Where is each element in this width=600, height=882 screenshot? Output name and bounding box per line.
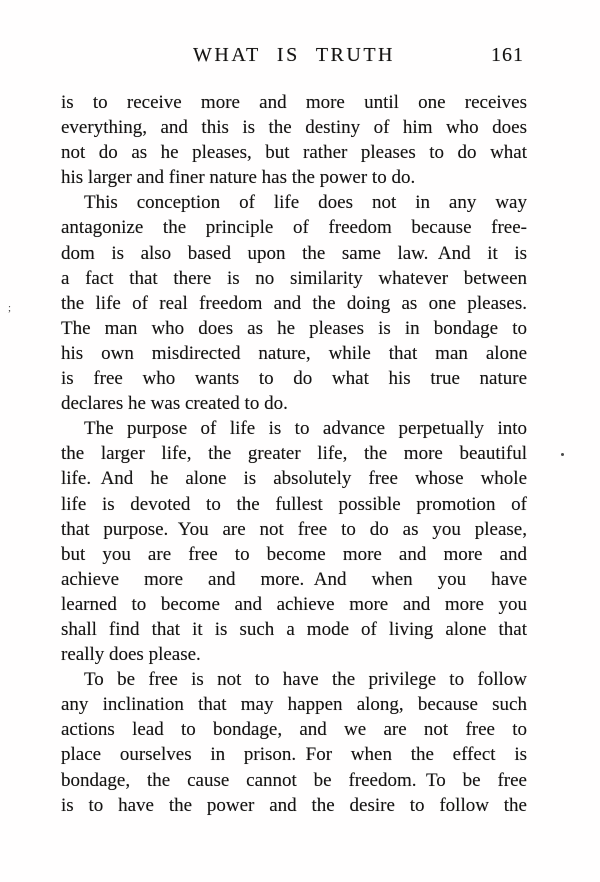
- text-block: [61, 90, 527, 818]
- text-line: his larger and finer nature has the power to do.: [61, 167, 416, 189]
- scan-margin-mark: ;: [8, 302, 12, 314]
- text-line: the larger life, the greater life, the more beautiful: [61, 443, 527, 465]
- text-line: learned to become and achieve more and more you: [61, 593, 527, 615]
- text-line: antagonize the principle of freedom because free-: [61, 217, 527, 239]
- text-line: a fact that there is no similarity whatever between: [61, 267, 527, 289]
- scan-ink-speck: [561, 453, 564, 456]
- text-line: To be free is not to have the privilege to follow: [84, 669, 527, 691]
- page-title: WHAT IS TRUTH: [193, 44, 395, 66]
- text-line: life. And he alone is absolutely free whose whole: [61, 468, 527, 490]
- page-number: 161: [491, 44, 524, 66]
- text-line: the life of real freedom and the doing as one pleases.: [61, 292, 527, 314]
- text-line: shall find that it is such a mode of living alone that: [61, 618, 527, 640]
- text-line: his own misdirected nature, while that man alone: [61, 342, 527, 364]
- text-line: The man who does as he pleases is in bondage to: [61, 317, 527, 339]
- text-line: is to have the power and the desire to follow the: [61, 794, 527, 816]
- text-line: really does please.: [61, 644, 201, 666]
- text-line: actions lead to bondage, and we are not free to: [61, 719, 527, 741]
- text-line: bondage, the cause cannot be freedom. To be free: [61, 769, 527, 791]
- text-line: not do as he pleases, but rather pleases to do what: [61, 142, 527, 164]
- text-line: achieve more and more. And when you have: [61, 568, 527, 590]
- text-line: is free who wants to do what his true nature: [61, 368, 527, 390]
- text-line: The purpose of life is to advance perpetually into: [84, 418, 527, 440]
- text-line: everything, and this is the destiny of him who does: [61, 117, 527, 139]
- text-line: life is devoted to the fullest possible promotion of: [61, 493, 527, 515]
- text-line: that purpose. You are not free to do as you please,: [61, 518, 527, 540]
- running-header: [61, 44, 527, 70]
- text-line: declares he was created to do.: [61, 393, 288, 415]
- text-line: This conception of life does not in any way: [84, 192, 527, 214]
- text-line: place ourselves in prison. For when the effect is: [61, 744, 527, 766]
- text-line: but you are free to become more and more and: [61, 543, 527, 565]
- text-line: any inclination that may happen along, because such: [61, 694, 527, 716]
- text-line: dom is also based upon the same law. And it is: [61, 242, 527, 264]
- text-line: is to receive more and more until one receives: [61, 92, 527, 113]
